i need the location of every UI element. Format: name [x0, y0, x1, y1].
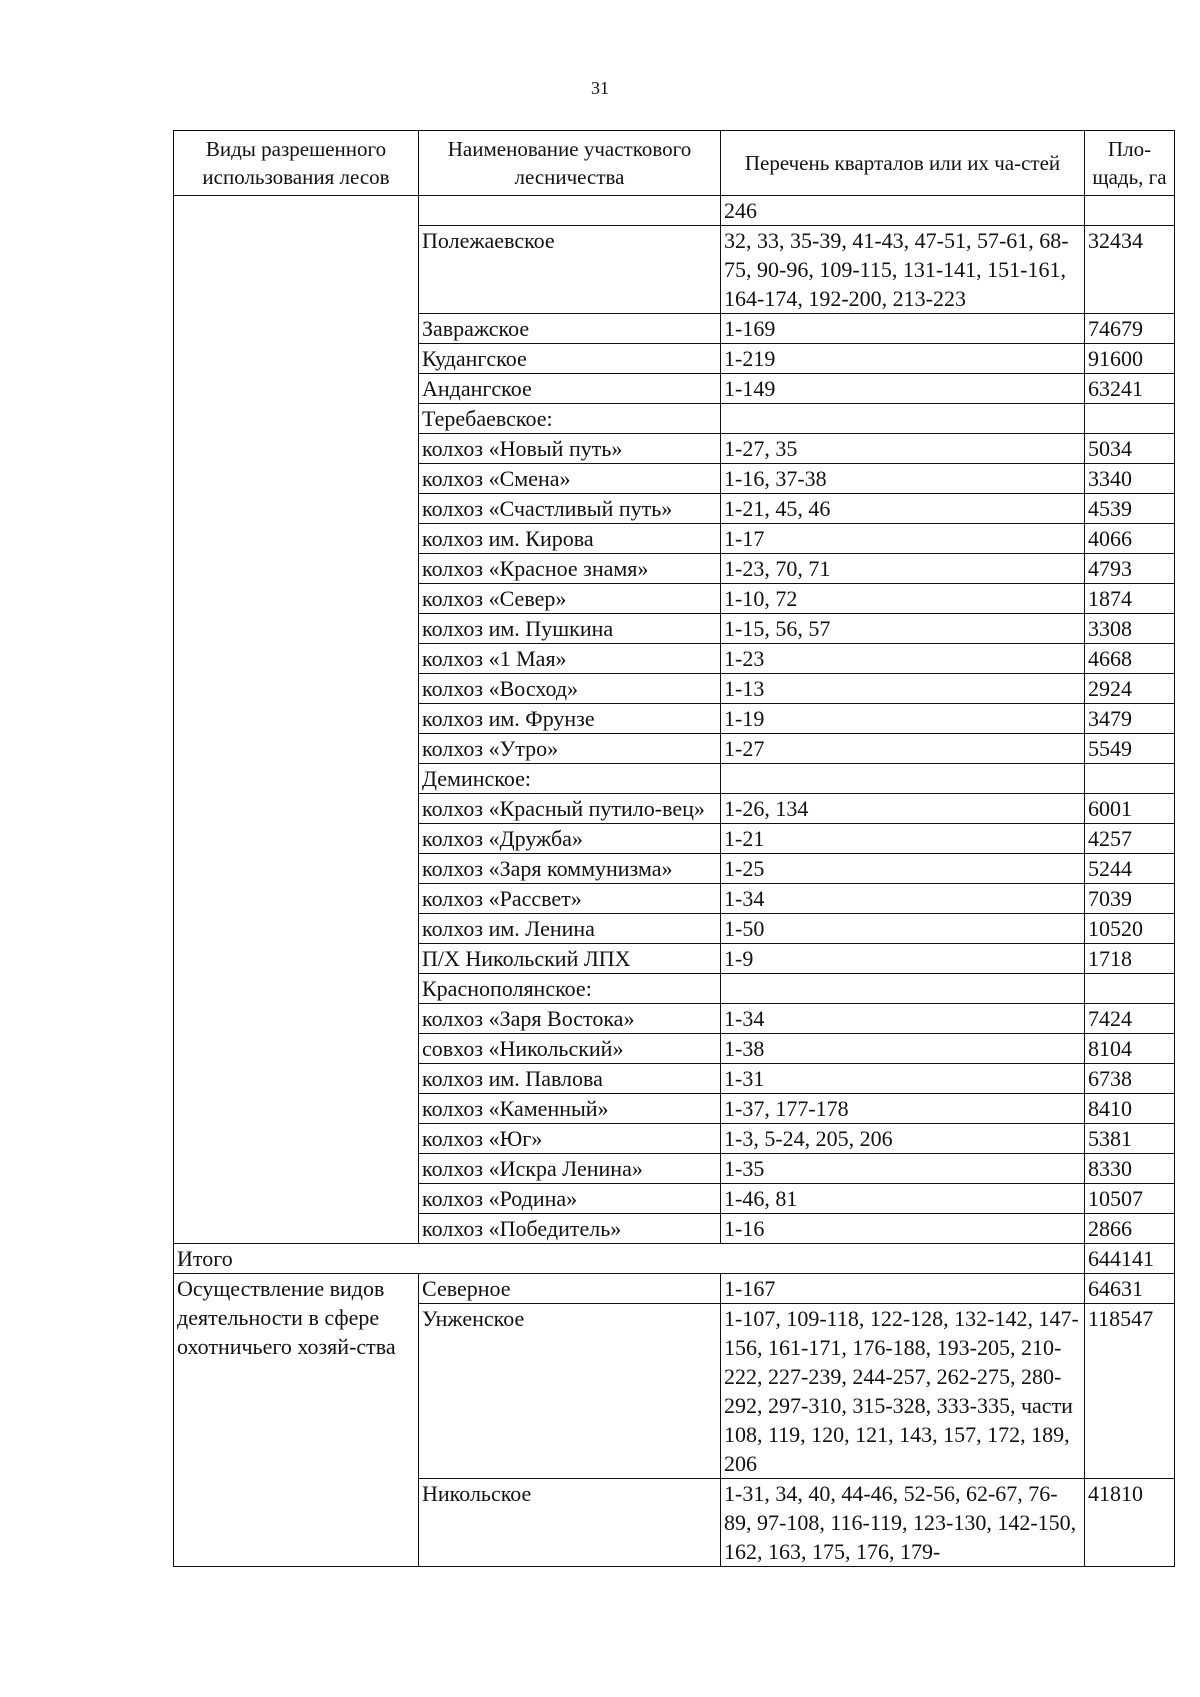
- forestry-cell: колхоз им. Павлова: [419, 1064, 721, 1094]
- area-cell: 6738: [1085, 1064, 1175, 1094]
- quarters-cell: 1-13: [721, 674, 1085, 704]
- forestry-cell: колхоз «Каменный»: [419, 1094, 721, 1124]
- header-quarters: Перечень кварталов или их ча-стей: [721, 131, 1085, 196]
- forestry-cell: колхоз «Юг»: [419, 1124, 721, 1154]
- area-cell: 5034: [1085, 434, 1175, 464]
- area-cell: 5549: [1085, 734, 1175, 764]
- quarters-cell: 1-46, 81: [721, 1184, 1085, 1214]
- total-row: [174, 1244, 1175, 1274]
- area-cell: 2866: [1085, 1214, 1175, 1244]
- table-header-row: [174, 131, 1175, 196]
- forestry-cell: Полежаевское: [419, 226, 721, 314]
- quarters-cell: 1-31, 34, 40, 44-46, 52-56, 62-67, 76-89, 97-108, 116-119, 123-130, 142-150, 162, 163, 175, 176, 179-: [721, 1479, 1085, 1567]
- forestry-cell: Кудангское: [419, 344, 721, 374]
- header-use-type: Виды разрешенного использования лесов: [174, 131, 419, 196]
- area-cell: 74679: [1085, 314, 1175, 344]
- forestry-cell: колхоз «Красный путило-вец»: [419, 794, 721, 824]
- area-cell: 4539: [1085, 494, 1175, 524]
- area-cell: 91600: [1085, 344, 1175, 374]
- area-cell: 5244: [1085, 854, 1175, 884]
- quarters-cell: 32, 33, 35-39, 41-43, 47-51, 57-61, 68-75, 90-96, 109-115, 131-141, 151-161, 164-174, 192-200, 213-223: [721, 226, 1085, 314]
- quarters-cell: 1-10, 72: [721, 584, 1085, 614]
- quarters-cell: 1-34: [721, 884, 1085, 914]
- quarters-cell: 1-38: [721, 1034, 1085, 1064]
- area-cell: [1085, 196, 1175, 226]
- table-row: [174, 1274, 1175, 1304]
- forestry-cell: колхоз «Дружба»: [419, 824, 721, 854]
- area-cell: 7424: [1085, 1004, 1175, 1034]
- forestry-cell: колхоз «Счастливый путь»: [419, 494, 721, 524]
- area-cell: 3340: [1085, 464, 1175, 494]
- section-2-body: [174, 1274, 1175, 1567]
- forestry-cell: П/Х Никольский ЛПХ: [419, 944, 721, 974]
- use-type-cell: Осуществление видов деятельности в сфере охотничьего хозяй-ства: [174, 1274, 419, 1567]
- forestry-cell: Северное: [419, 1274, 721, 1304]
- forestry-cell: колхоз «1 Мая»: [419, 644, 721, 674]
- forestry-cell: колхоз им. Ленина: [419, 914, 721, 944]
- area-cell: 118547: [1085, 1304, 1175, 1479]
- quarters-cell: 1-3, 5-24, 205, 206: [721, 1124, 1085, 1154]
- area-cell: [1085, 974, 1175, 1004]
- forestry-cell: колхоз им. Фрунзе: [419, 704, 721, 734]
- forestry-cell: колхоз «Рассвет»: [419, 884, 721, 914]
- quarters-cell: 1-37, 177-178: [721, 1094, 1085, 1124]
- forestry-cell: колхоз «Север»: [419, 584, 721, 614]
- section-1-total: [174, 1244, 1175, 1274]
- quarters-cell: 1-16, 37-38: [721, 464, 1085, 494]
- quarters-cell: [721, 404, 1085, 434]
- section-1-body: [174, 196, 1175, 1244]
- quarters-cell: 246: [721, 196, 1085, 226]
- forestry-cell: Никольское: [419, 1479, 721, 1567]
- total-area: 644141: [1085, 1244, 1175, 1274]
- area-cell: 10507: [1085, 1184, 1175, 1214]
- forestry-cell: колхоз им. Пушкина: [419, 614, 721, 644]
- quarters-cell: 1-25: [721, 854, 1085, 884]
- forestry-cell: колхоз «Утро»: [419, 734, 721, 764]
- group-heading: Теребаевское:: [419, 404, 721, 434]
- group-heading: Деминское:: [419, 764, 721, 794]
- quarters-cell: 1-26, 134: [721, 794, 1085, 824]
- area-cell: [1085, 764, 1175, 794]
- quarters-cell: [721, 974, 1085, 1004]
- forestry-cell: колхоз «Смена»: [419, 464, 721, 494]
- area-cell: 64631: [1085, 1274, 1175, 1304]
- area-cell: 1874: [1085, 584, 1175, 614]
- quarters-cell: 1-219: [721, 344, 1085, 374]
- quarters-cell: 1-17: [721, 524, 1085, 554]
- area-cell: 63241: [1085, 374, 1175, 404]
- forestry-cell: колхоз «Заря Востока»: [419, 1004, 721, 1034]
- total-label: Итого: [174, 1244, 1085, 1274]
- area-cell: 4668: [1085, 644, 1175, 674]
- forest-use-table: [173, 130, 1175, 1567]
- area-cell: 32434: [1085, 226, 1175, 314]
- area-cell: 8330: [1085, 1154, 1175, 1184]
- quarters-cell: 1-31: [721, 1064, 1085, 1094]
- area-cell: 3308: [1085, 614, 1175, 644]
- area-cell: 7039: [1085, 884, 1175, 914]
- area-cell: 4066: [1085, 524, 1175, 554]
- area-cell: 5381: [1085, 1124, 1175, 1154]
- forestry-cell: колхоз «Родина»: [419, 1184, 721, 1214]
- area-cell: 6001: [1085, 794, 1175, 824]
- forestry-cell: Завражское: [419, 314, 721, 344]
- quarters-cell: 1-9: [721, 944, 1085, 974]
- table-row: [174, 196, 1175, 226]
- header-forestry: Наименование участкового лесничества: [419, 131, 721, 196]
- quarters-cell: 1-149: [721, 374, 1085, 404]
- page-number: 31: [591, 78, 609, 98]
- header-area: Пло-щадь, га: [1085, 131, 1175, 196]
- forestry-cell: колхоз «Победитель»: [419, 1214, 721, 1244]
- quarters-cell: 1-35: [721, 1154, 1085, 1184]
- quarters-cell: 1-21, 45, 46: [721, 494, 1085, 524]
- forestry-cell: колхоз им. Кирова: [419, 524, 721, 554]
- forestry-cell: колхоз «Восход»: [419, 674, 721, 704]
- quarters-cell: 1-23, 70, 71: [721, 554, 1085, 584]
- area-cell: 4793: [1085, 554, 1175, 584]
- group-heading: Краснополянское:: [419, 974, 721, 1004]
- area-cell: 2924: [1085, 674, 1175, 704]
- forestry-cell: совхоз «Никольский»: [419, 1034, 721, 1064]
- area-cell: 8104: [1085, 1034, 1175, 1064]
- area-cell: 41810: [1085, 1479, 1175, 1567]
- forestry-cell: Унженское: [419, 1304, 721, 1479]
- use-type-cell: [174, 196, 419, 1244]
- quarters-cell: 1-169: [721, 314, 1085, 344]
- quarters-cell: 1-21: [721, 824, 1085, 854]
- area-cell: 1718: [1085, 944, 1175, 974]
- quarters-cell: 1-19: [721, 704, 1085, 734]
- area-cell: 4257: [1085, 824, 1175, 854]
- forestry-cell: колхоз «Красное знамя»: [419, 554, 721, 584]
- forestry-cell: Андангское: [419, 374, 721, 404]
- area-cell: 10520: [1085, 914, 1175, 944]
- quarters-cell: 1-16: [721, 1214, 1085, 1244]
- quarters-cell: 1-167: [721, 1274, 1085, 1304]
- area-cell: 3479: [1085, 704, 1175, 734]
- quarters-cell: 1-27, 35: [721, 434, 1085, 464]
- area-cell: 8410: [1085, 1094, 1175, 1124]
- quarters-cell: 1-50: [721, 914, 1085, 944]
- quarters-cell: 1-23: [721, 644, 1085, 674]
- forestry-cell: колхоз «Заря коммунизма»: [419, 854, 721, 884]
- quarters-cell: 1-34: [721, 1004, 1085, 1034]
- forestry-cell: колхоз «Искра Ленина»: [419, 1154, 721, 1184]
- quarters-cell: 1-15, 56, 57: [721, 614, 1085, 644]
- forestry-cell: [419, 196, 721, 226]
- quarters-cell: [721, 764, 1085, 794]
- quarters-cell: 1-27: [721, 734, 1085, 764]
- area-cell: [1085, 404, 1175, 434]
- forestry-cell: колхоз «Новый путь»: [419, 434, 721, 464]
- quarters-cell: 1-107, 109-118, 122-128, 132-142, 147-156, 161-171, 176-188, 193-205, 210-222, 227-239, 244-257, 262-275, 280-292, 297-310, 315-328, 333-335, части 108, 119, 120, 121, 143, 157, 172, 189, 206: [721, 1304, 1085, 1479]
